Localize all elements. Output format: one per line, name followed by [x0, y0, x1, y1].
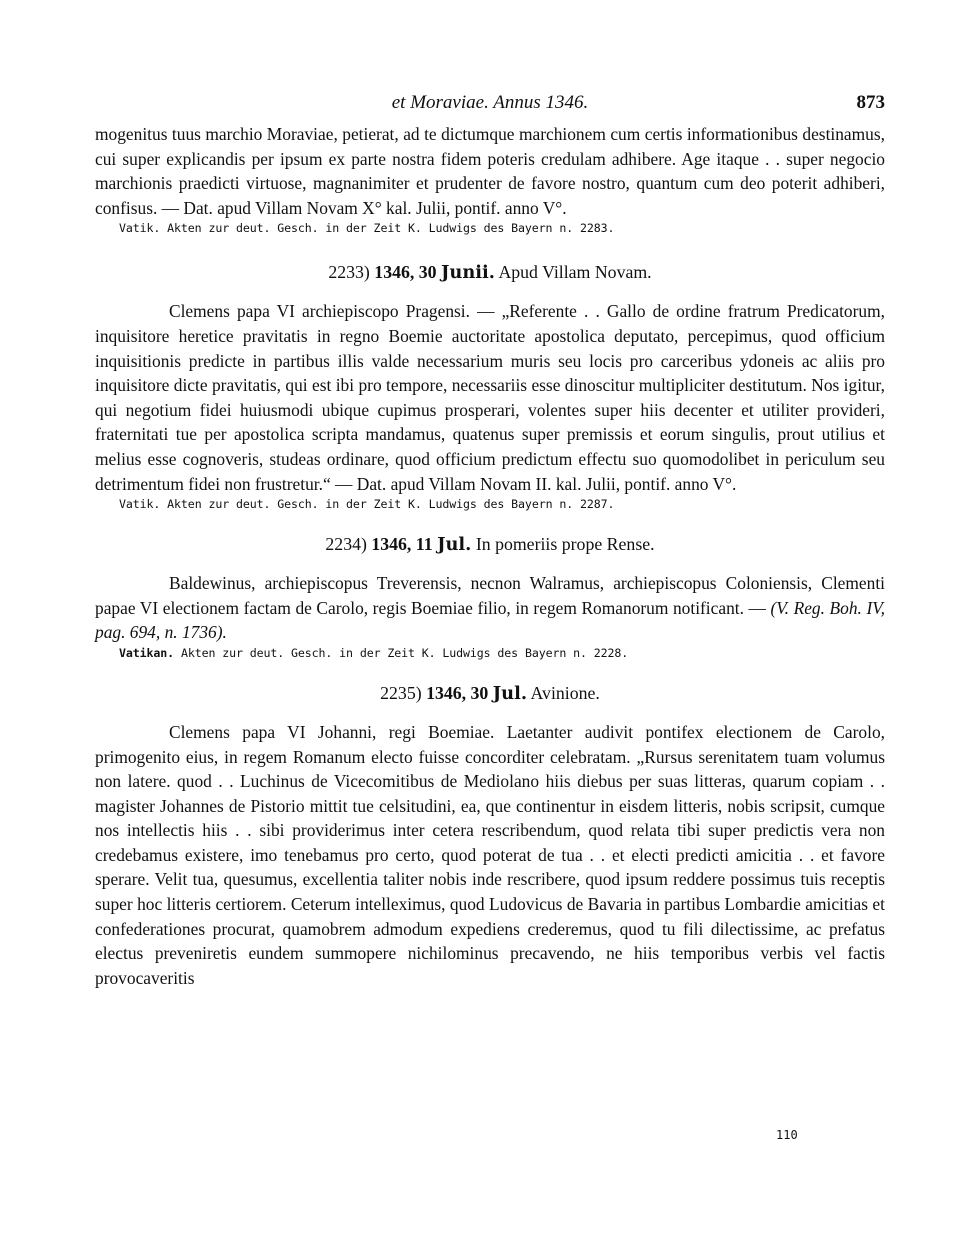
entry-body: Baldewinus, archiepiscopus Treverensis, necnon Walramus, archiepiscopus Coloniensis, Clementi papae VI electionem factam de Carolo, regis Boemiae filio, in regem Romanorum notificant. — [95, 573, 885, 618]
entry-2234 [95, 532, 885, 661]
continuation-source: Vatik. Akten zur deut. Gesch. in der Zeit K. Ludwigs des Bayern n. 2283. [119, 221, 615, 236]
entry-date: 1346, 30 [426, 682, 489, 703]
entry-text: Clemens papa VI Johanni, regi Boemiae. Laetanter audivit pontifex electionem de Carolo, primogenito eius, in regem Romanum electo fuisse concorditer celebratam. „Rursus serenitatem tuam volumus non latere. quod . . Luchinus de Vicecomitibus de Mediolano hiis diebus per suas litteras, quarum copiam . . magister Johannes de Pistorio mittit tue celsitudini, ea, que continentur in eisdem litteris, nobis scripsit, cumque nos intellectis hiis . . sibi providerimus inter cetera rescribendum, quod relata tibi super predictis vera non credebamus existere, imo tenebamus pro certo, quod poterat de tua . . et electi predicti amicitia . . et favore sperare. Velit tua, quesumus, excellentia taliter nobis inde rescribere, quod ipsum reddere possimus tuis receptis super hoc litteris certiorem. Ceterum intelleximus, quod Ludovicus de Bavaria in partibus Lombardie amicitias et confederationes procurat, quamobrem admodum expediens crederemus, quod tu fili dilectissime, ac prefatus electus preveniretis eundem summopere nichilominus precavendo, ne hiis temporibus verbis vel factis provocaveritis [95, 721, 885, 988]
entry-month: Jul. [437, 534, 472, 556]
entry-source [119, 645, 885, 661]
entry-place: In pomeriis prope Rense. [475, 534, 655, 555]
entry-2235 [95, 681, 885, 991]
entry-number: 2235) [380, 682, 422, 703]
entry-2233 [95, 260, 885, 512]
source-archive: Vatikan. [119, 645, 175, 660]
page-number: 873 [856, 92, 885, 113]
entry-month: Jul. [492, 682, 528, 704]
signature-mark: 110 [776, 1128, 798, 1142]
source-detail: Akten zur deut. Gesch. in der Zeit K. Ludwigs des Bayern n. 2287. [167, 497, 615, 512]
running-title: et Moraviae. Annus 1346. [391, 92, 589, 113]
entry-date: 1346, 30 [374, 262, 437, 283]
entry-month: Junii. [440, 262, 495, 284]
entry-text [95, 571, 885, 645]
entry-number: 2233) [328, 262, 370, 283]
entry-heading [95, 260, 885, 285]
entry-reference: (V. Reg. Boh. IV, pag. 694, n. 1736). [95, 597, 885, 643]
entry-date: 1346, 11 [371, 534, 433, 555]
entry-place: Apud Villam Novam. [498, 262, 652, 283]
source-archive: Vatik. [119, 497, 161, 512]
entry-source [119, 496, 885, 512]
entry-text: Clemens papa VI archiepiscopo Pragensi. — „Referente . . Gallo de ordine fratrum Predicatorum, inquisitore heretice pravitatis in regno Boemie auctoritate apostolica deputato, percepimus, quod officium inquisitionis predicte in partibus illis valde necessarium muris seu locis pro carceribus ydoneis ac aliis pro inquisitore dicte pravitatis, qui est ibi pro tempore, necessariis esse dinoscitur multipliciter destitutum. Nos igitur, qui negotium fidei huiusmodi ubique cupimus prosperari, volentes super hiis decenter et utiliter provideri, fraternitati tue per apostolica scripta mandamus, quatenus super premissis et eorum singulis, prout utilius et melius esse cognoveris, studeas ordinare, quod officium predictum effectu suo quomodolibet in periculum seu detrimentum fidei non frustretur.“ — Dat. apud Villam Novam II. kal. Julii, pontif. anno V°. [95, 301, 885, 494]
entry-heading [95, 532, 885, 557]
continuation-text: mogenitus tuus marchio Moraviae, petierat, ad te dictumque marchionem cum certis informationibus destinamus, cui super explicandis per ipsum ex parte nostra fidem poteris credulam adhibere. Age itaque . . super negocio marchionis praedicti virtuose, magnanimiter et prudenter de favore nostro, quantum cum deo poterit adhiberi, confisus. — Dat. apud Villam Novam X° kal. Julii, pontif. anno V°. [95, 124, 885, 218]
entry-number: 2234) [325, 534, 367, 555]
document-page [95, 88, 885, 990]
entry-heading [95, 681, 885, 706]
source-detail: Akten zur deut. Gesch. in der Zeit K. Ludwigs des Bayern n. 2228. [180, 645, 629, 660]
page-header [95, 88, 885, 122]
entry-place: Avinione. [530, 682, 600, 703]
